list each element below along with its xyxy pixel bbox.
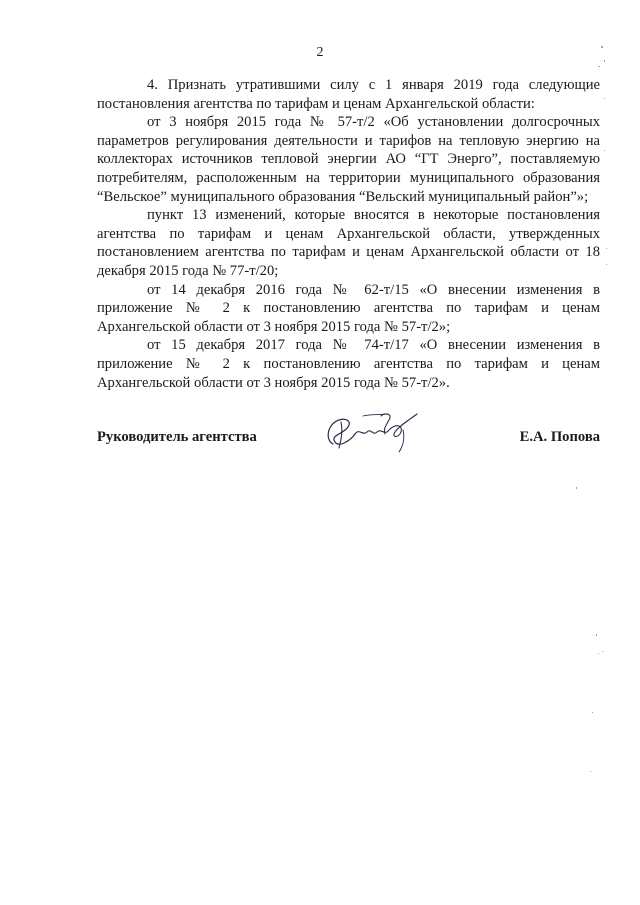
scan-speck — [576, 487, 577, 489]
signatory-name: Е.А. Попова — [519, 429, 600, 445]
page-number: 2 — [316, 45, 324, 60]
list-item-resolution-57-t2: от 3 ноября 2015 года № 57-т/2 «Об установлении долгосрочных параметров регулирования деятельности и тарифов на тепловую энергию на коллекторах источников тепловой энергии АО “ГТ Энерго”, поставляемую потребителям, расположенным на территории муниципального образования “Вельское” муниципального образования “Вельский муниципальный район”»; — [97, 114, 600, 205]
document-body — [97, 76, 600, 392]
list-item-resolution-62-t15: от 14 декабря 2016 года № 62-т/15 «О внесении изменения в приложение № 2 к постановлению агентства по тарифам и ценам Архангельской области от 3 ноября 2015 года № 57-т/2»; — [97, 281, 600, 335]
scan-speck — [601, 46, 603, 48]
scan-speck — [606, 248, 607, 249]
scan-speck — [598, 653, 599, 654]
scan-speck — [606, 264, 607, 265]
scan-speck — [596, 634, 597, 636]
signature-block — [97, 410, 600, 460]
scan-speck — [592, 712, 593, 713]
scan-speck — [604, 150, 605, 151]
scan-speck — [604, 60, 605, 62]
list-item-point-13: пункт 13 изменений, которые вносятся в некоторые постановления агентства по тарифам и ценам Архангельской области, утвержденных постановлением агентства по тарифам и ценам Архангельской области от 18 декабря 2015 года № 77-т/20; — [97, 207, 600, 279]
scan-speck — [604, 98, 605, 99]
handwritten-signature — [319, 410, 429, 454]
signatory-title: Руководитель агентства — [97, 429, 257, 445]
list-item-resolution-74-t17: от 15 декабря 2017 года № 74-т/17 «О внесении изменения в приложение № 2 к постановлению агентства по тарифам и ценам Архангельской области от 3 ноября 2015 года № 57-т/2». — [97, 337, 600, 391]
scan-speck — [602, 651, 603, 652]
clause-4-intro: 4. Признать утратившими силу с 1 января 2019 года следующие постановления агентства по тарифам и ценам Архангельской области: — [97, 77, 600, 112]
scan-speck — [598, 66, 600, 67]
scan-speck — [590, 771, 591, 772]
